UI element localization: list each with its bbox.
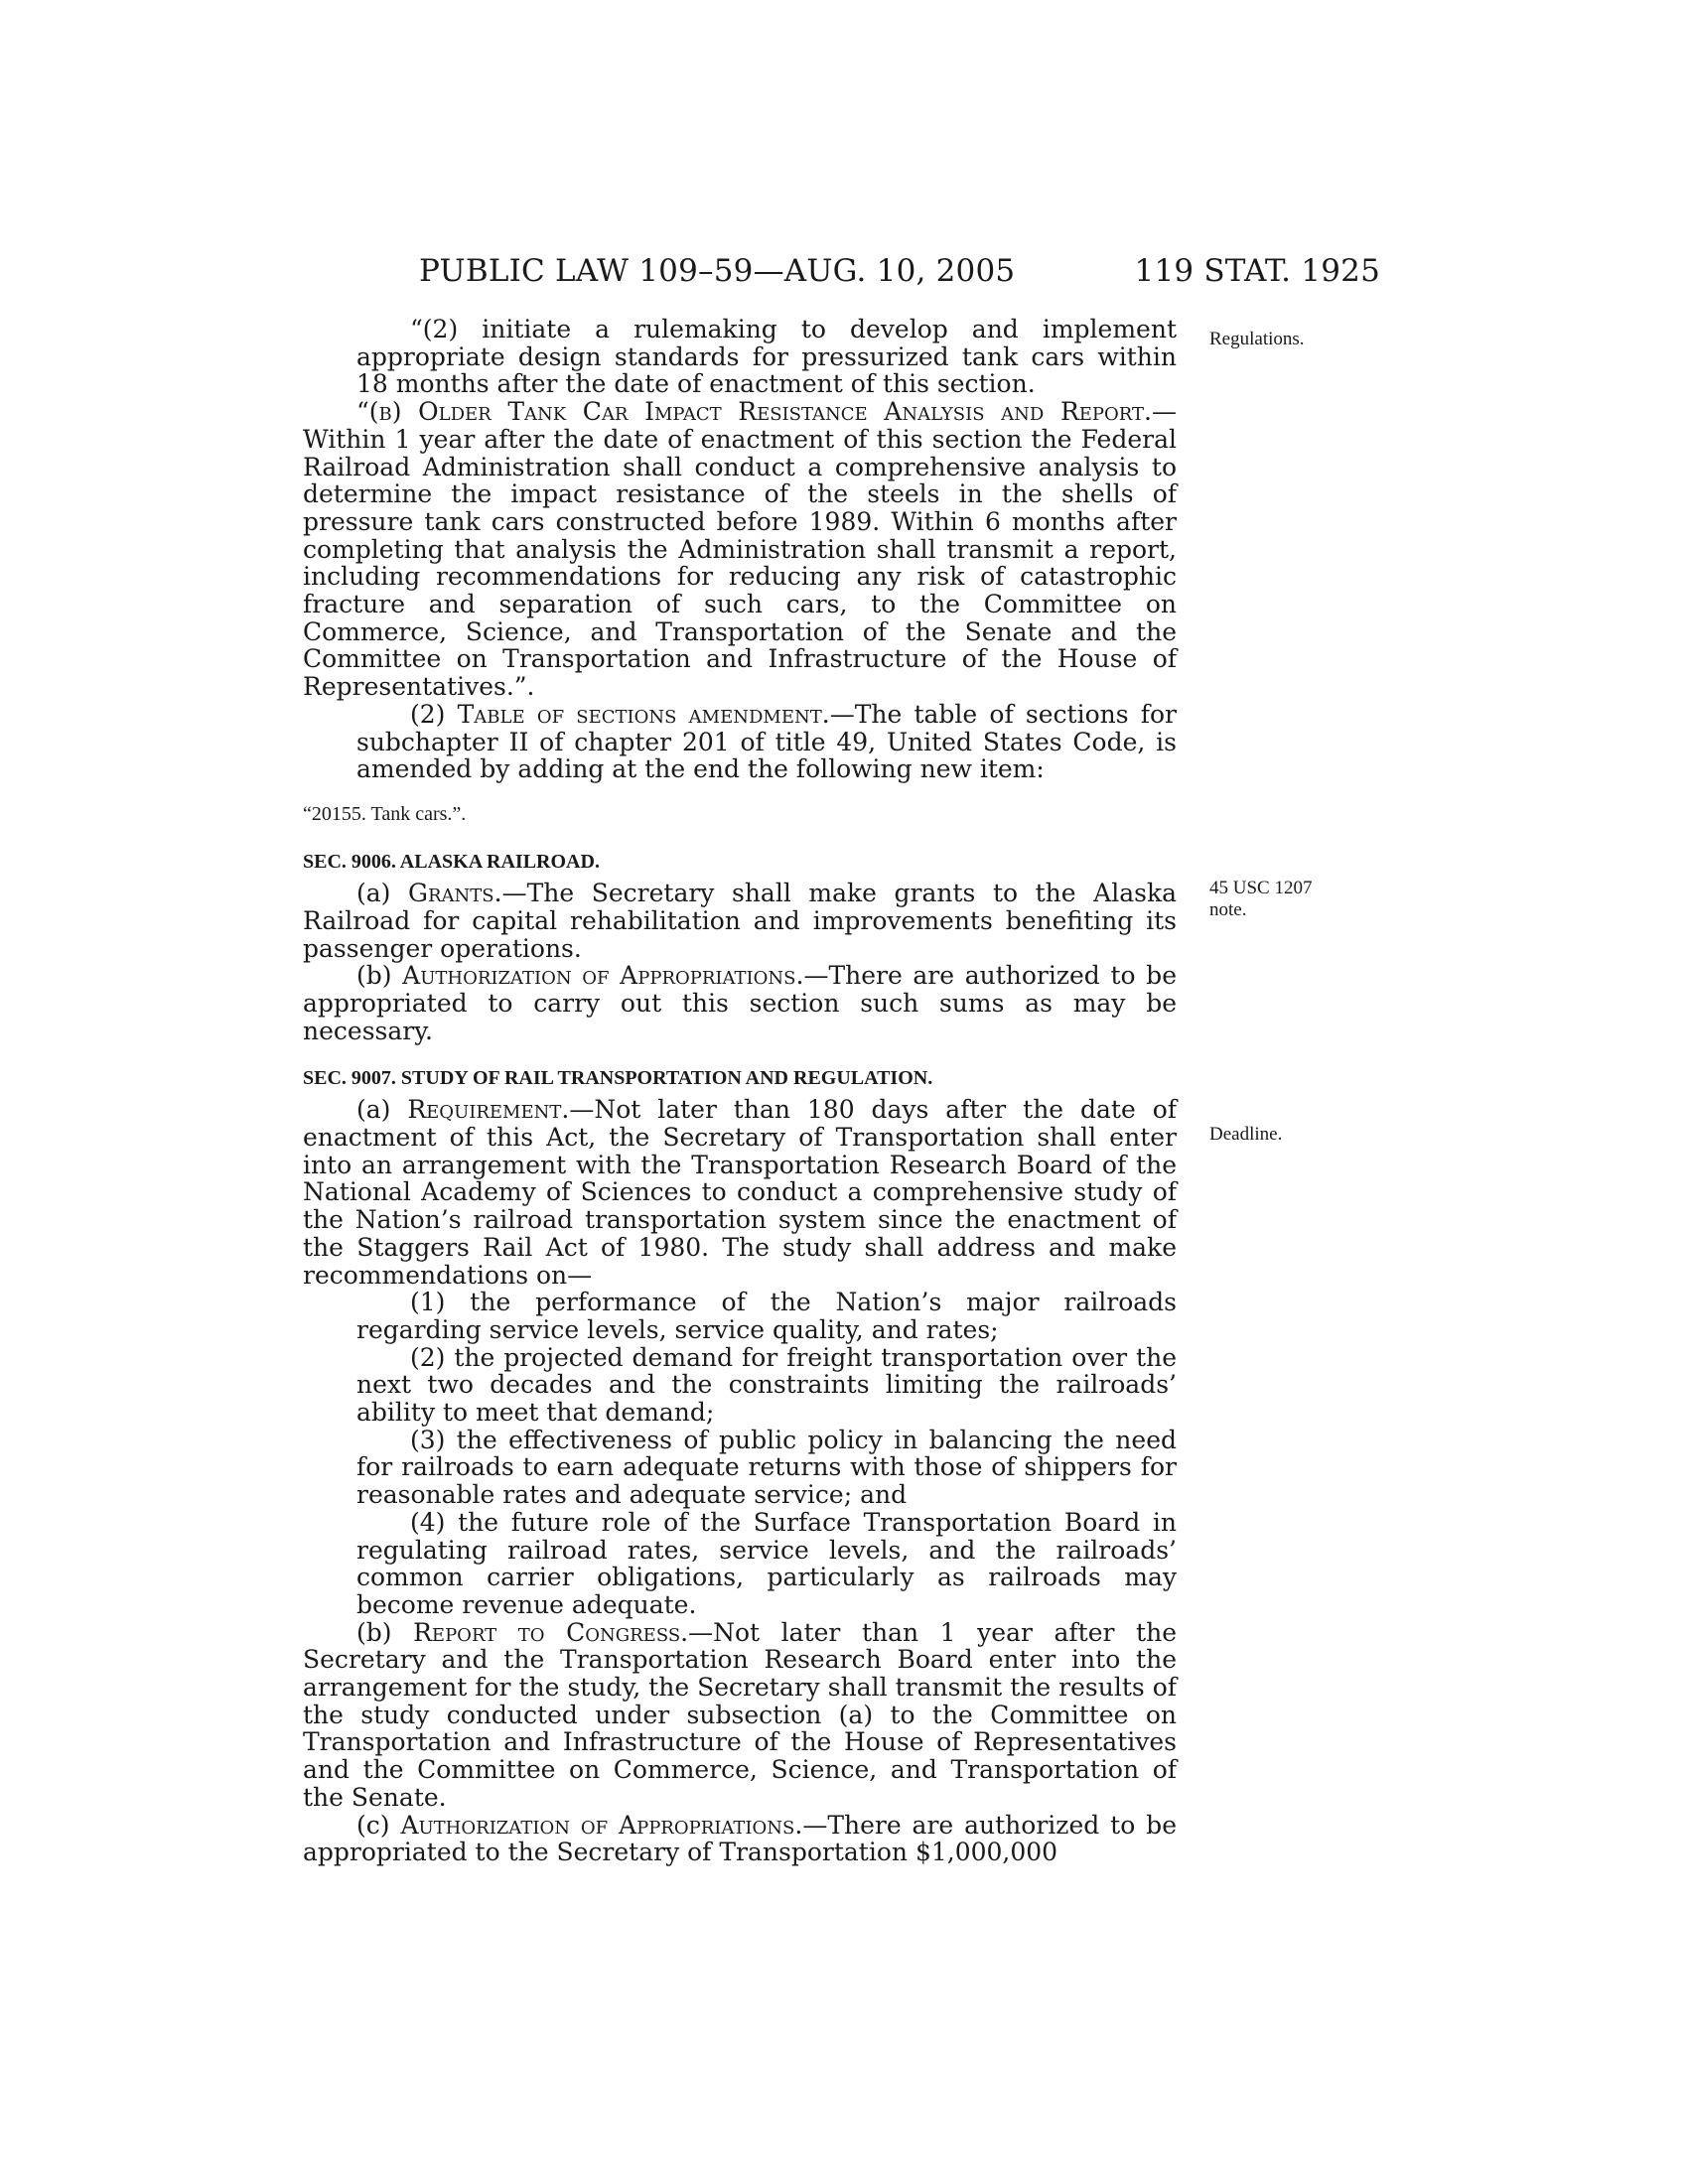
sec9007-c-text: —There are authorized to be appropriated to the Secretary of Transportation $1,000,000	[303, 1810, 1177, 1867]
statute-body	[303, 316, 1177, 1866]
subsection-b	[303, 398, 1177, 701]
sec9007-c-heading: Authorization of Appropriations.	[400, 1810, 803, 1840]
page-reference: 119 STAT. 1925	[1134, 253, 1380, 289]
sec9007-b-text: —Not later than 1 year after the Secretary and the Transportation Research Board enter into the arrangement for the study, the Secretary shall transmit the results of the study conducted under subsection (a) to the Committee on Transportation and Infrastructure of the House of Representatives and the Committee on Commerce, Science, and Transportation of the Senate.	[303, 1617, 1177, 1812]
sec9006-b-number: (b)	[356, 961, 392, 991]
margin-note-deadline: Deadline.	[1209, 1124, 1283, 1145]
paragraph-item-2: “(2) initiate a rulemaking to develop and implement appropriate design standards for pressurized tank cars within 18 months after the date of enactment of this section.	[356, 315, 1177, 399]
sec9006-a-heading: Grants.	[408, 879, 502, 908]
sec9007-a-heading: Requirement.	[407, 1095, 570, 1125]
subsection-b-heading: “(b) Older Tank Car Impact Resistance Analysis and Report.	[356, 397, 1152, 427]
sec9007-c-number: (c)	[356, 1810, 390, 1840]
margin-note-usc-ref: 45 USC 1207	[1209, 878, 1313, 898]
toc-heading: Table of sections amendment.	[457, 699, 830, 729]
sec9007-a-paragraph-1: (1) the performance of the Nation’s major railroads regarding service levels, service quality, and rates;	[356, 1288, 1177, 1344]
sec9006-a-text: —The Secretary shall make grants to the Alaska Railroad for capital rehabilitation and improvements benefiting its passenger operations.	[303, 879, 1177, 963]
sec9007-b-number: (b)	[356, 1617, 392, 1647]
sec9006-subsection-b	[303, 962, 1177, 1044]
section-9006-title: SEC. 9006. ALASKA RAILROAD.	[303, 850, 600, 873]
margin-note-usc	[1209, 878, 1312, 921]
sec9007-a-text: —Not later than 180 days after the date of enactment of this Act, the Secretary of Transportation shall enter into an arrangement with the Transportation Research Board of the National Academy of Sciences to conduct a comprehensive study of the Nation’s railroad transportation system since the enactment of the Staggers Rail Act of 1980. The study shall address and make recommendations on—	[303, 1095, 1177, 1290]
section-9007-title: SEC. 9007. STUDY OF RAIL TRANSPORTATION AND REGULATION.	[303, 1066, 933, 1089]
sec9007-a-paragraph-4: (4) the future role of the Surface Transportation Board in regulating railroad rates, service levels, and the railroads’ common carrier obligations, particularly as railroads may become revenue adequate.	[356, 1507, 1177, 1619]
sec9007-subsection-b	[303, 1619, 1177, 1812]
sec9007-a-paragraph-3: (3) the effectiveness of public policy in balancing the need for railroads to earn adequate returns with those of shippers for reasonable rates and adequate service; and	[356, 1425, 1177, 1510]
running-title: PUBLIC LAW 109–59—AUG. 10, 2005	[419, 253, 1016, 289]
table-of-sections-amendment	[303, 701, 1177, 783]
sec9006-a-number: (a)	[356, 879, 391, 908]
sec9007-subsection-c	[303, 1812, 1177, 1866]
sec9007-subsection-a	[303, 1096, 1177, 1289]
toc-number: (2)	[410, 699, 446, 729]
toc-item: “20155. Tank cars.”.	[303, 802, 467, 825]
sec9006-subsection-a	[303, 880, 1177, 962]
sec9007-a-number: (a)	[356, 1095, 391, 1125]
sec9006-b-text: —There are authorized to be appropriated to carry out this section such sums as may be necessary.	[303, 961, 1177, 1045]
page-header	[419, 253, 1380, 287]
subsection-b-text: —Within 1 year after the date of enactment of this section the Federal Railroad Administration shall conduct a comprehensive analysis to determine the impact resistance of the steels in the shells of pressure tank cars constructed before 1989. Within 6 months after completing that analysis the Administration shall transmit a report, including recommendations for reducing any risk of catastrophic fracture and separation of such cars, to the Committee on Commerce, Science, and Transportation of the Senate and the Committee on Transportation and Infrastructure of the House of Representatives.”.	[303, 397, 1177, 702]
sec9006-b-heading: Authorization of Appropriations.	[402, 961, 804, 991]
margin-note-regulations: Regulations.	[1209, 329, 1305, 349]
sec9007-a-paragraph-2: (2) the projected demand for freight transportation over the next two decades and the constraints limiting the railroads’ ability to meet that demand;	[356, 1342, 1177, 1428]
sec9007-b-heading: Report to Congress.	[413, 1617, 689, 1647]
toc-text: —The table of sections for subchapter II of chapter 201 of title 49, United States Code, is amended by adding at the end the following new item:	[356, 699, 1177, 784]
margin-note-usc-note: note.	[1209, 899, 1247, 920]
